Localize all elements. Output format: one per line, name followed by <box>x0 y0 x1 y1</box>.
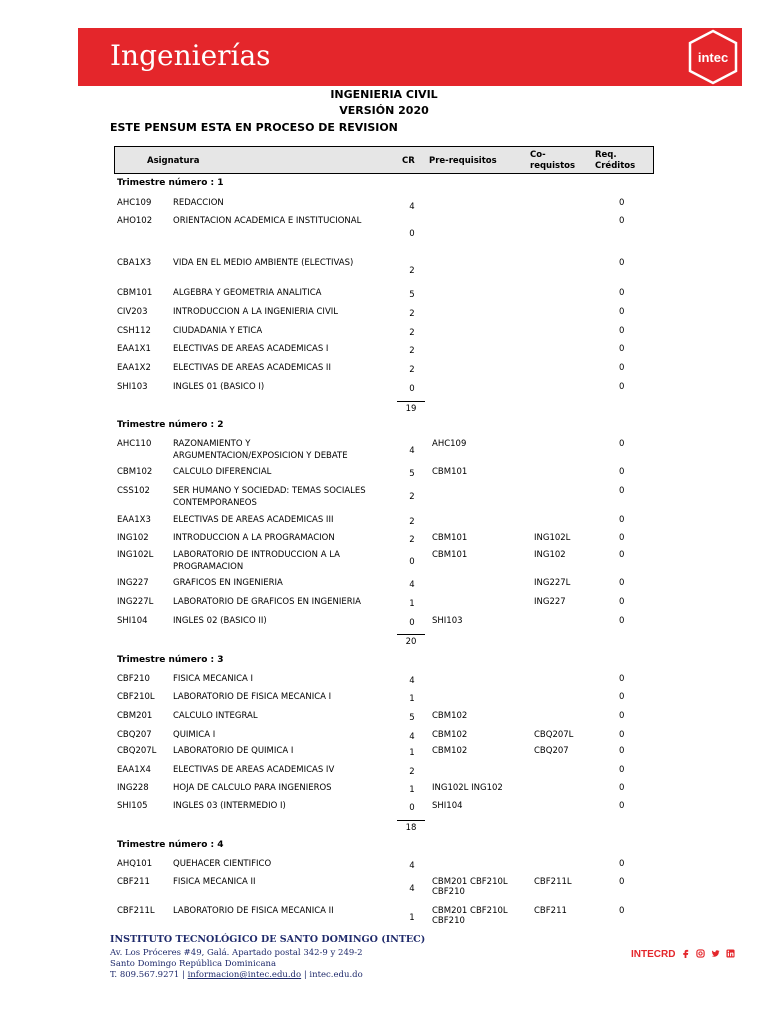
svg-text:intec: intec <box>697 50 729 65</box>
page-title: Ingenierías <box>110 39 271 72</box>
course-required-credits: 0 <box>619 198 625 208</box>
course-corequisites: CBQ207L <box>534 730 574 740</box>
course-credits: 0 <box>409 384 415 394</box>
course-required-credits: 0 <box>619 216 625 226</box>
course-credits: 2 <box>409 517 415 527</box>
course-credits: 2 <box>409 346 415 356</box>
course-prerequisites: SHI103 <box>432 616 463 626</box>
course-code: CBM102 <box>117 467 153 477</box>
course-required-credits: 0 <box>619 597 625 607</box>
course-credits: 4 <box>409 884 415 894</box>
table-header <box>114 146 654 174</box>
linkedin-icon[interactable] <box>726 949 735 958</box>
course-credits: 2 <box>409 365 415 375</box>
course-prerequisites: CBM102 <box>432 746 468 756</box>
course-credits: 0 <box>409 229 415 239</box>
header-cr: CR <box>402 156 415 166</box>
course-name: ELECTIVAS DE AREAS ACADEMICAS IV <box>173 765 335 775</box>
course-code: ING102 <box>117 533 149 543</box>
course-name: INTRODUCCION A LA PROGRAMACION <box>173 533 335 543</box>
trimester-label: Trimestre número : 2 <box>117 420 224 430</box>
course-credits: 5 <box>409 469 415 479</box>
course-code: SHI104 <box>117 616 148 626</box>
course-code: AHO102 <box>117 216 153 226</box>
course-code: CBA1X3 <box>117 258 152 268</box>
course-name: INTRODUCCION A LA INGENIERIA CIVIL <box>173 307 338 317</box>
course-credits: 2 <box>409 309 415 319</box>
course-corequisites: CBF211 <box>534 906 567 916</box>
footer-web[interactable]: intec.edu.do <box>309 970 363 980</box>
course-code: AHC110 <box>117 439 152 449</box>
course-code: ING228 <box>117 783 149 793</box>
course-credits: 1 <box>409 913 415 923</box>
course-name: CIUDADANIA Y ETICA <box>173 326 263 336</box>
course-name: VIDA EN EL MEDIO AMBIENTE (ELECTIVAS) <box>173 258 354 268</box>
course-required-credits: 0 <box>619 467 625 477</box>
course-code: CBM201 <box>117 711 153 721</box>
course-credits: 1 <box>409 785 415 795</box>
course-code: CBF211 <box>117 877 150 887</box>
course-name: QUEHACER CIENTIFICO <box>173 859 272 869</box>
course-name: ELECTIVAS DE AREAS ACADEMICAS II <box>173 363 331 373</box>
course-required-credits: 0 <box>619 746 625 756</box>
course-code: SHI103 <box>117 382 148 392</box>
footer-contact: T. 809.567.9271 | informacion@intec.edu.do | intec.edu.do <box>110 970 363 980</box>
course-required-credits: 0 <box>619 533 625 543</box>
footer-address-1: Av. Los Próceres #49, Galá. Apartado postal 342-9 y 249-2 <box>110 948 363 958</box>
course-name: ALGEBRA Y GEOMETRIA ANALITICA <box>173 288 322 298</box>
course-name: ELECTIVAS DE AREAS ACADEMICAS I <box>173 344 329 354</box>
course-required-credits: 0 <box>619 578 625 588</box>
course-name: LABORATORIO DE QUIMICA I <box>173 746 294 756</box>
course-name: ORIENTACION ACADEMICA E INSTITUCIONAL <box>173 216 362 226</box>
course-name: LABORATORIO DE GRAFICOS EN INGENIERIA <box>173 597 361 607</box>
course-name: FISICA MECANICA II <box>173 877 256 887</box>
course-name: QUIMICA I <box>173 730 216 740</box>
course-corequisites: ING102L <box>534 533 571 543</box>
program-title: INGENIERIA CIVIL <box>330 88 438 101</box>
course-required-credits: 0 <box>619 382 625 392</box>
course-required-credits: 0 <box>619 730 625 740</box>
trimester-total: 20 <box>405 637 417 647</box>
course-name: LABORATORIO DE FISICA MECANICA I <box>173 692 332 702</box>
course-prerequisites: CBM201 CBF210L CBF210 <box>432 906 508 926</box>
course-prerequisites: CBM101 <box>432 467 468 477</box>
instagram-icon[interactable] <box>696 949 705 958</box>
course-code: CBM101 <box>117 288 153 298</box>
header-banner <box>78 28 742 86</box>
twitter-icon[interactable] <box>711 949 720 958</box>
course-prerequisites: CBM102 <box>432 730 468 740</box>
course-credits: 4 <box>409 446 415 456</box>
course-required-credits: 0 <box>619 550 625 560</box>
header-req-credits: Req. Créditos <box>595 150 636 171</box>
course-prerequisites: CBM201 CBF210L CBF210 <box>432 877 508 897</box>
course-credits: 2 <box>409 266 415 276</box>
course-code: CBF210L <box>117 692 155 702</box>
course-code: EAA1X1 <box>117 344 151 354</box>
course-code: CBQ207L <box>117 746 157 756</box>
course-credits: 4 <box>409 861 415 871</box>
course-corequisites: ING102 <box>534 550 566 560</box>
course-credits: 1 <box>409 694 415 704</box>
course-required-credits: 0 <box>619 859 625 869</box>
course-credits: 4 <box>409 202 415 212</box>
social-handle: INTECRD <box>631 949 676 960</box>
course-required-credits: 0 <box>619 288 625 298</box>
course-credits: 1 <box>409 748 415 758</box>
course-code: CBF211L <box>117 906 155 916</box>
course-code: EAA1X2 <box>117 363 151 373</box>
course-code: EAA1X3 <box>117 515 151 525</box>
footer-address-2: Santo Domingo República Dominicana <box>110 959 277 969</box>
course-required-credits: 0 <box>619 783 625 793</box>
course-required-credits: 0 <box>619 515 625 525</box>
trimester-label: Trimestre número : 3 <box>117 655 224 665</box>
course-required-credits: 0 <box>619 616 625 626</box>
facebook-icon[interactable] <box>681 949 690 958</box>
course-code: SHI105 <box>117 801 148 811</box>
course-required-credits: 0 <box>619 674 625 684</box>
course-required-credits: 0 <box>619 326 625 336</box>
course-corequisites: ING227 <box>534 597 566 607</box>
course-name: REDACCION <box>173 198 224 208</box>
course-code: CIV203 <box>117 307 148 317</box>
course-required-credits: 0 <box>619 906 625 916</box>
trimester-label: Trimestre número : 4 <box>117 840 224 850</box>
course-required-credits: 0 <box>619 692 625 702</box>
course-prerequisites: AHC109 <box>432 439 467 449</box>
course-credits: 2 <box>409 767 415 777</box>
course-corequisites: CBF211L <box>534 877 572 887</box>
header-coreq: Co-requistos <box>530 150 576 171</box>
course-credits: 2 <box>409 492 415 502</box>
version-title: VERSIÓN 2020 <box>339 104 429 117</box>
course-name: CALCULO DIFERENCIAL <box>173 467 272 477</box>
course-name: RAZONAMIENTO Y ARGUMENTACION/EXPOSICION Y DEBATE <box>173 439 348 461</box>
course-code: ING102L <box>117 550 154 560</box>
course-required-credits: 0 <box>619 307 625 317</box>
trimester-total: 19 <box>405 404 417 414</box>
course-credits: 4 <box>409 732 415 742</box>
course-required-credits: 0 <box>619 439 625 449</box>
course-credits: 4 <box>409 580 415 590</box>
course-code: AHC109 <box>117 198 152 208</box>
footer-email-link[interactable]: informacion@intec.edu.do <box>187 970 302 980</box>
course-name: INGLES 01 (BASICO I) <box>173 382 265 392</box>
course-credits: 2 <box>409 535 415 545</box>
intec-logo <box>684 28 742 86</box>
course-name: INGLES 03 (INTERMEDIO I) <box>173 801 286 811</box>
total-divider <box>397 634 425 635</box>
course-required-credits: 0 <box>619 711 625 721</box>
course-credits: 0 <box>409 618 415 628</box>
course-required-credits: 0 <box>619 363 625 373</box>
course-name: FISICA MECANICA I <box>173 674 254 684</box>
total-divider <box>397 820 425 821</box>
course-credits: 5 <box>409 713 415 723</box>
course-code: CBQ207 <box>117 730 152 740</box>
course-name: GRAFICOS EN INGENIERIA <box>173 578 283 588</box>
course-required-credits: 0 <box>619 877 625 887</box>
course-corequisites: ING227L <box>534 578 571 588</box>
course-credits: 2 <box>409 328 415 338</box>
footer-phone: T. 809.567.9271 <box>110 970 180 980</box>
course-corequisites: CBQ207 <box>534 746 569 756</box>
course-required-credits: 0 <box>619 765 625 775</box>
course-name: SER HUMANO Y SOCIEDAD: TEMAS SOCIALES CONTEMPORANEOS <box>173 486 366 508</box>
course-required-credits: 0 <box>619 801 625 811</box>
course-prerequisites: CBM101 <box>432 550 468 560</box>
course-name: CALCULO INTEGRAL <box>173 711 258 721</box>
course-name: INGLES 02 (BASICO II) <box>173 616 267 626</box>
course-name: ELECTIVAS DE AREAS ACADEMICAS III <box>173 515 334 525</box>
course-required-credits: 0 <box>619 258 625 268</box>
course-required-credits: 0 <box>619 344 625 354</box>
course-credits: 1 <box>409 599 415 609</box>
course-name: LABORATORIO DE INTRODUCCION A LA PROGRAMACION <box>173 550 340 572</box>
course-credits: 5 <box>409 290 415 300</box>
course-credits: 4 <box>409 676 415 686</box>
course-prerequisites: SHI104 <box>432 801 463 811</box>
course-code: ING227 <box>117 578 149 588</box>
course-code: CBF210 <box>117 674 150 684</box>
header-prereq: Pre-requisitos <box>429 156 497 166</box>
trimester-label: Trimestre número : 1 <box>117 178 224 188</box>
course-code: AHQ101 <box>117 859 153 869</box>
course-credits: 0 <box>409 557 415 567</box>
revision-notice: ESTE PENSUM ESTA EN PROCESO DE REVISION <box>110 121 398 134</box>
course-name: HOJA DE CALCULO PARA INGENIEROS <box>173 783 332 793</box>
footer-institution: INSTITUTO TECNOLÓGICO DE SANTO DOMINGO (INTEC) <box>110 934 426 945</box>
total-divider <box>397 401 425 402</box>
trimester-total: 18 <box>405 823 417 833</box>
course-required-credits: 0 <box>619 486 625 496</box>
course-code: CSH112 <box>117 326 151 336</box>
course-prerequisites: CBM102 <box>432 711 468 721</box>
course-name: LABORATORIO DE FISICA MECANICA II <box>173 906 334 916</box>
course-code: EAA1X4 <box>117 765 151 775</box>
course-credits: 0 <box>409 803 415 813</box>
header-subject: Asignatura <box>147 156 200 166</box>
course-prerequisites: ING102L ING102 <box>432 783 503 793</box>
course-code: CSS102 <box>117 486 150 496</box>
course-prerequisites: CBM101 <box>432 533 468 543</box>
social-bar <box>631 949 735 963</box>
course-code: ING227L <box>117 597 154 607</box>
